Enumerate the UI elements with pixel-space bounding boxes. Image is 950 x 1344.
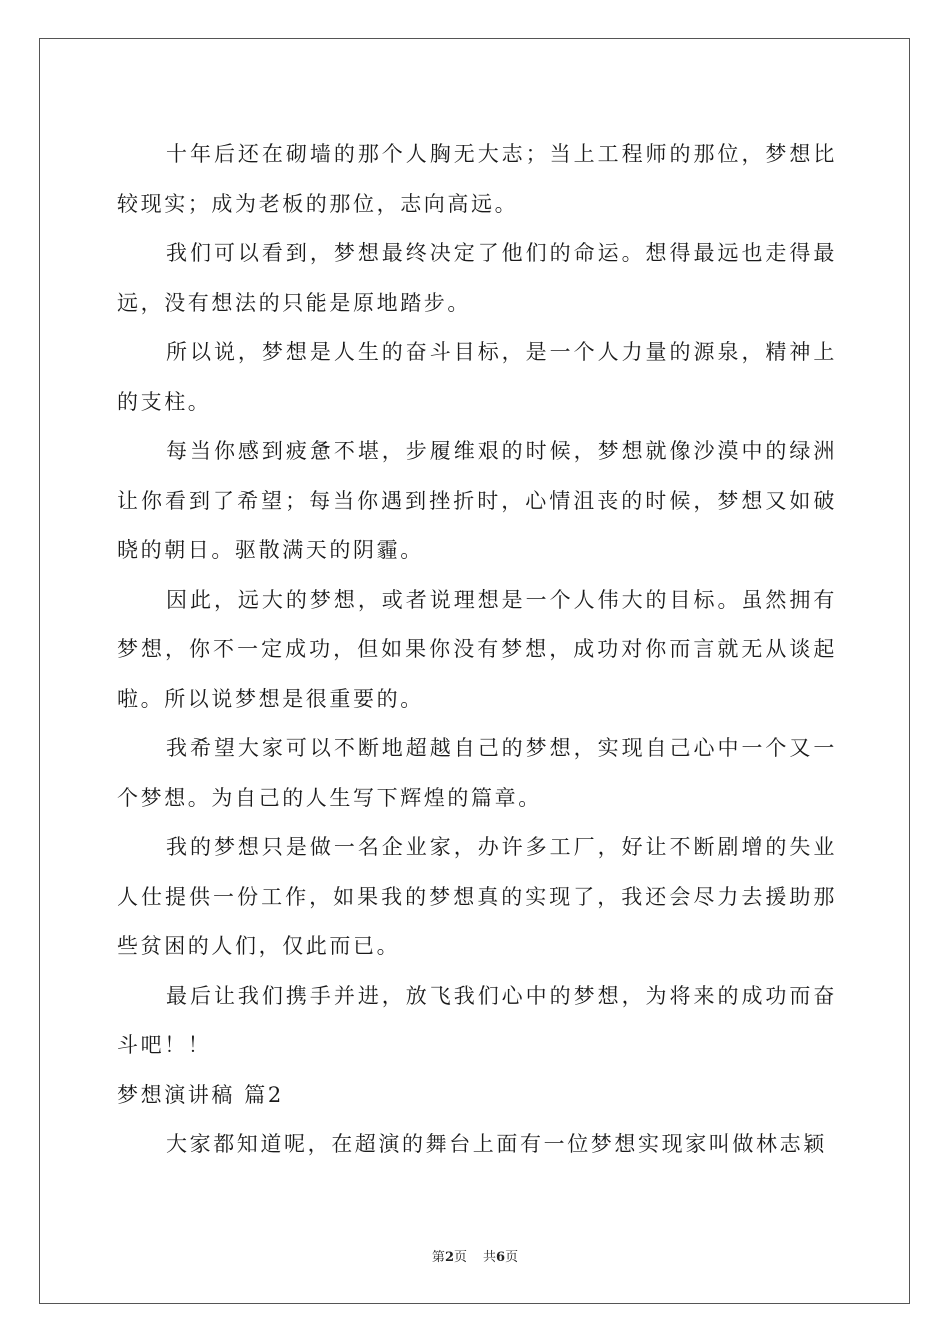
page-footer (0, 1246, 950, 1265)
footer-total-prefix: 共 (483, 1250, 497, 1265)
footer-page-number: 2 (444, 1250, 454, 1265)
document-body (117, 130, 837, 1170)
section-heading: 梦想演讲稿 篇2 (117, 1082, 284, 1107)
paragraph-2: 我们可以看到，梦想最终决定了他们的命运。想得最远也走得最远，没有想法的只能是原地踏步。 (117, 241, 837, 315)
paragraph-4: 每当你感到疲惫不堪，步履维艰的时候，梦想就像沙漠中的绿洲让你看到了希望；每当你遇到挫折时，心情沮丧的时候，梦想又如破晓的朝日。驱散满天的阴霾。 (117, 439, 837, 562)
paragraph-5: 因此，远大的梦想，或者说理想是一个人伟大的目标。虽然拥有梦想，你不一定成功，但如果你没有梦想，成功对你而言就无从谈起啦。所以说梦想是很重要的。 (117, 587, 837, 711)
paragraph-7: 我的梦想只是做一名企业家，办许多工厂，好让不断剧增的失业人仕提供一份工作，如果我的梦想真的实现了，我还会尽力去援助那些贫困的人们，仅此而已。 (117, 835, 837, 958)
footer-total-pages: 6 (496, 1250, 506, 1265)
paragraph-8: 最后让我们携手并进，放飞我们心中的梦想，为将来的成功而奋斗吧！！ (117, 983, 837, 1057)
footer-page-prefix: 第 (431, 1250, 445, 1265)
footer-page-suffix: 页 (453, 1250, 467, 1265)
paragraph-1: 十年后还在砌墙的那个人胸无大志；当上工程师的那位，梦想比较现实；成为老板的那位，志向高远。 (117, 142, 837, 216)
paragraph-3: 所以说，梦想是人生的奋斗目标，是一个人力量的源泉，精神上的支柱。 (117, 340, 837, 414)
paragraph-9: 大家都知道呢，在超演的舞台上面有一位梦想实现家叫做林志颖 (166, 1132, 827, 1156)
paragraph-6: 我希望大家可以不断地超越自己的梦想，实现自己心中一个又一个梦想。为自己的人生写下辉煌的篇章。 (117, 736, 837, 810)
footer-total-suffix: 页 (505, 1250, 519, 1265)
